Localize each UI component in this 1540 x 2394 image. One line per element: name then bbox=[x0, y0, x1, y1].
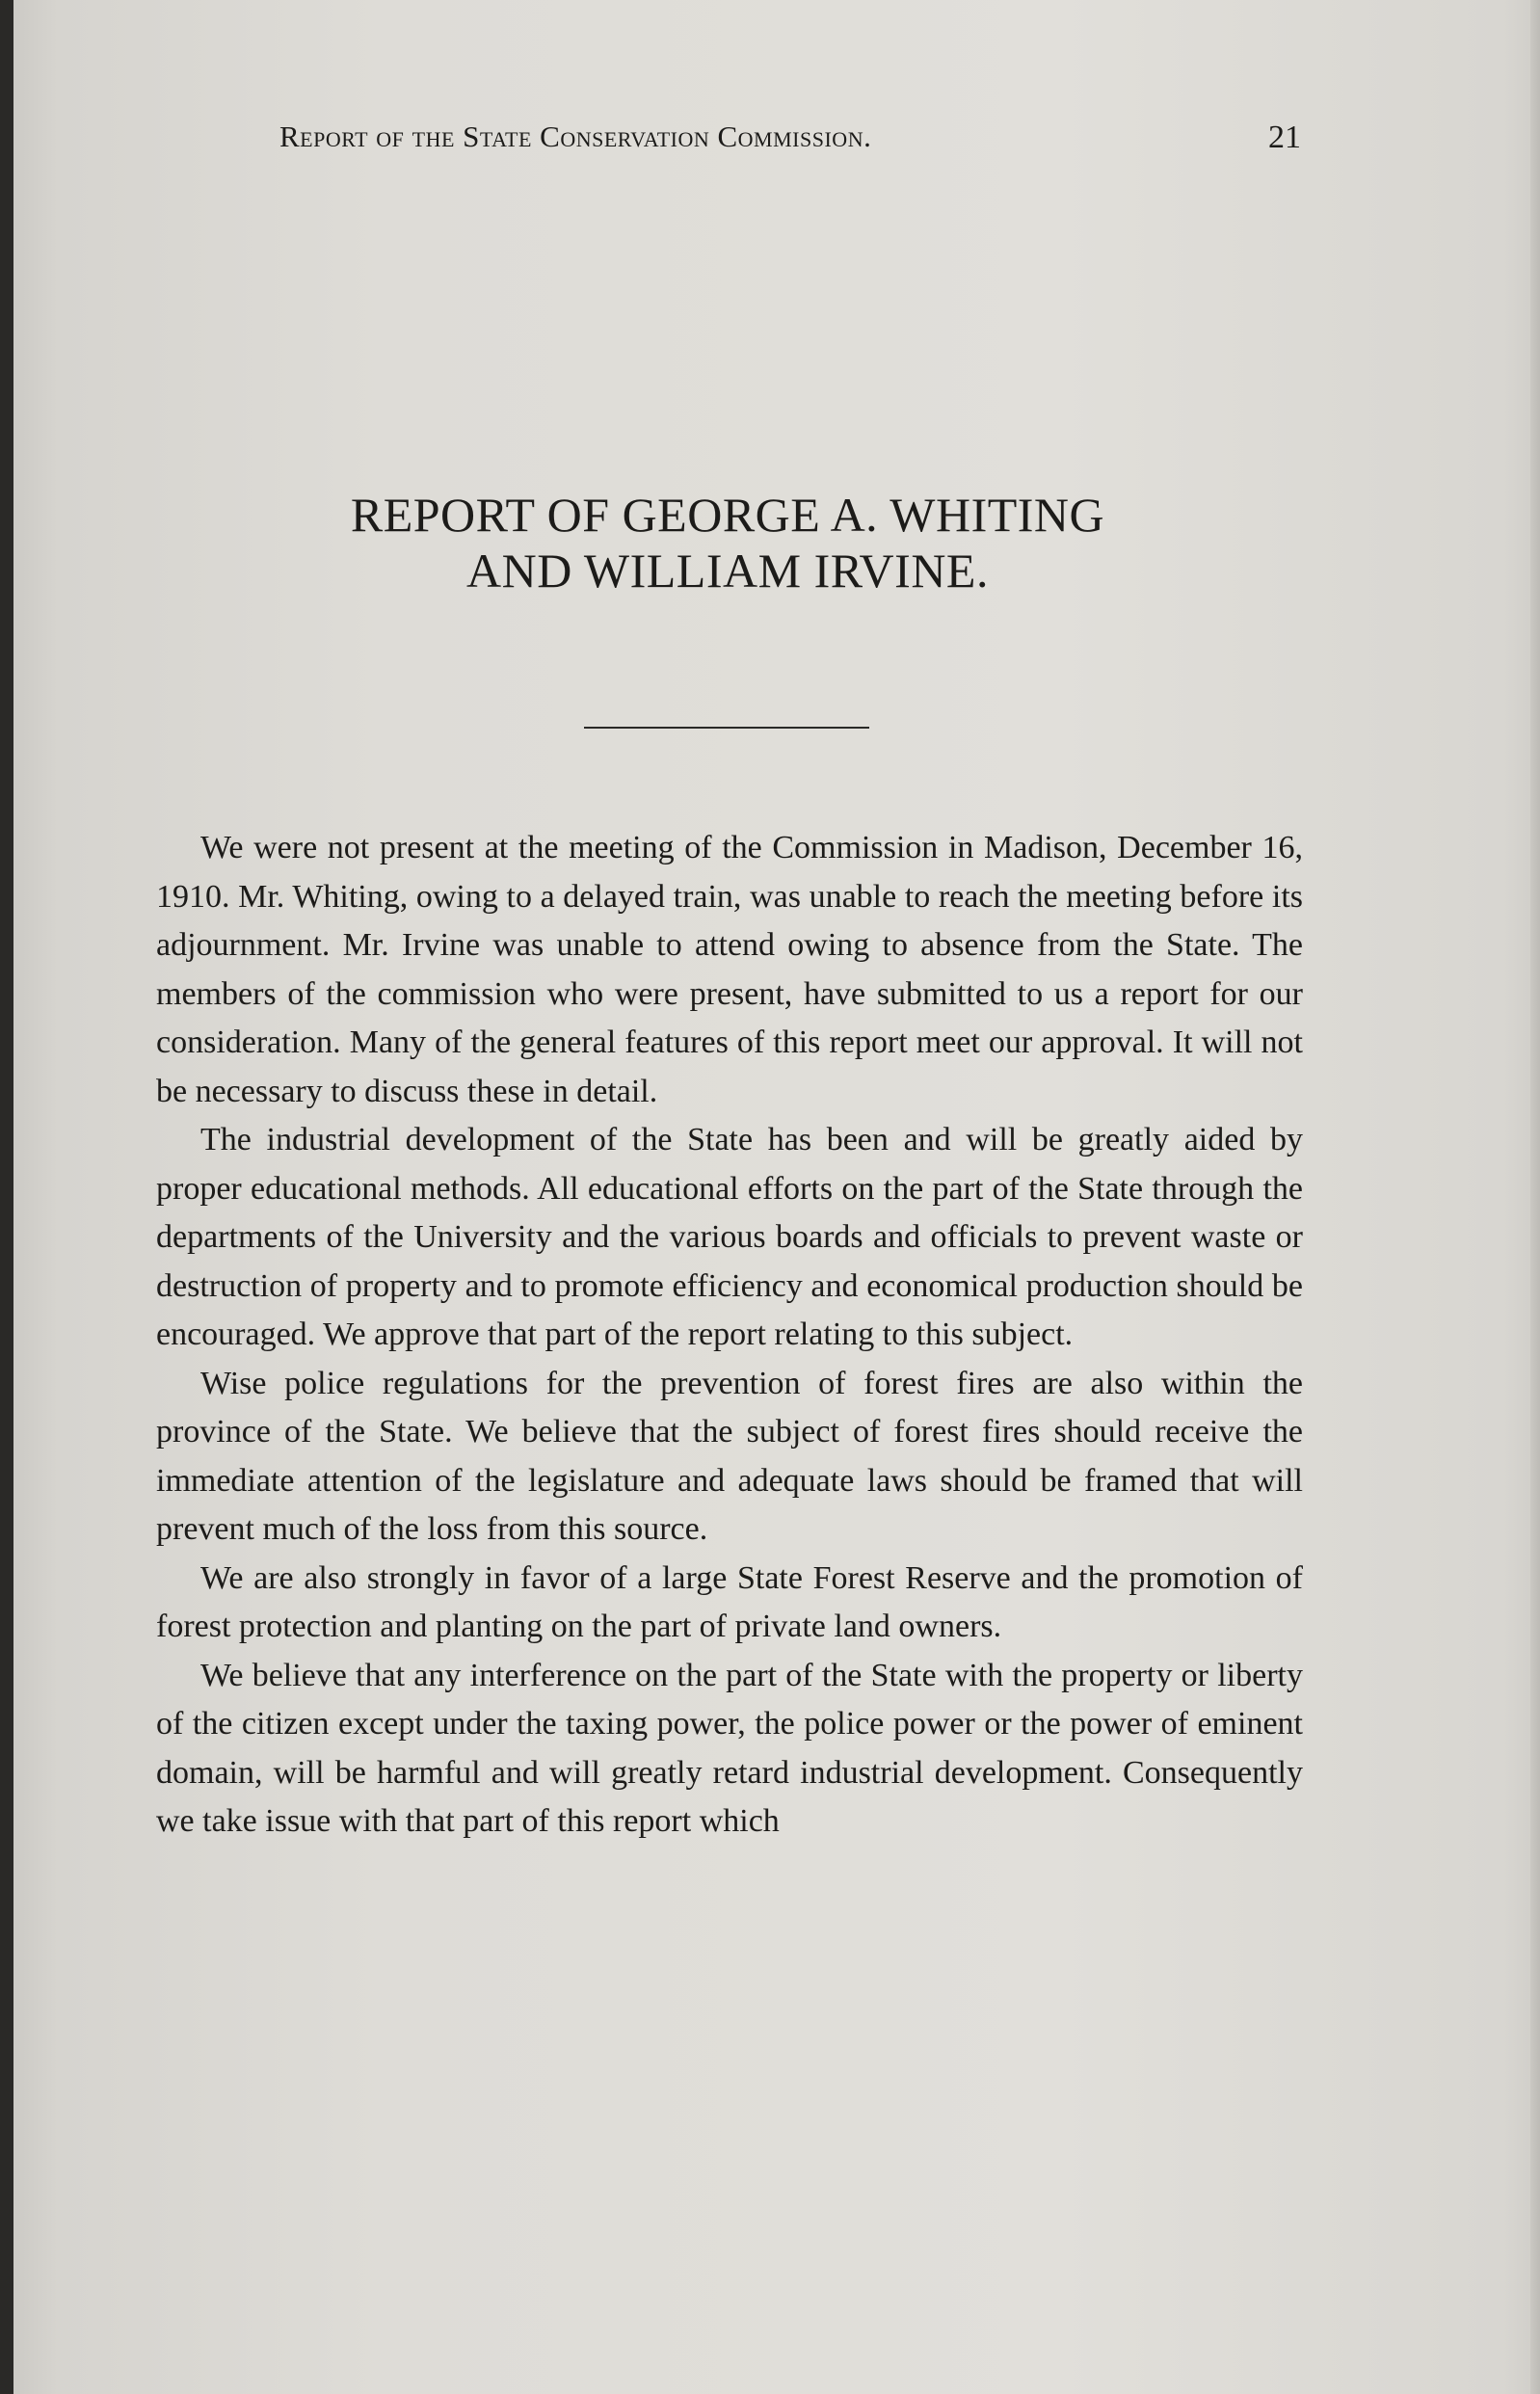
report-body bbox=[156, 824, 1303, 1847]
paragraph-5: We believe that any interference on the part of the State with the property or liberty of the citizen except under the taxing power, the police power or the power of eminent domain, will be harmful and will greatly retard industrial development. Consequently we take issue with that part of this report which bbox=[156, 1657, 1303, 1839]
page-number: 21 bbox=[1268, 120, 1301, 155]
report-title-line-1: REPORT OF GEORGE A. WHITING bbox=[350, 488, 1105, 542]
paragraph-3: Wise police regulations for the prevention of forest fires are also within the province of the State. We believe that the subject of forest fires should receive the immediate attention of the legislature and adequate laws should be framed that will prevent much of the loss from this source. bbox=[156, 1365, 1303, 1547]
running-head bbox=[154, 120, 1301, 168]
paragraph-1: We were not present at the meeting of the Commission in Madison, December 16, 1910. Mr. Whiting, owing to a delayed train, was unable to reach the meeting before its adjournment. Mr. Irvine was unable to attend owing to absence from the State. The members of the commission who were present, have submitted to us a report for our consideration. Many of the general features of this report meet our approval. It will not be necessary to discuss these in detail. bbox=[156, 830, 1303, 1109]
binding-edge bbox=[0, 0, 13, 2394]
page-edge bbox=[1530, 0, 1540, 2394]
report-title-line-2: AND WILLIAM IRVINE. bbox=[466, 544, 989, 598]
title-divider bbox=[584, 727, 869, 729]
running-head-title: Report of the State Conservation Commission. bbox=[279, 120, 872, 153]
report-title bbox=[154, 487, 1301, 598]
paragraph-2: The industrial development of the State has been and will be greatly aided by proper educational methods. All educational efforts on the part of the State through the departments of the University and the various boards and officials to prevent waste or destruction of property and to promote efficiency and economical production should be encouraged. We approve that part of the report relating to this subject. bbox=[156, 1122, 1303, 1352]
paragraph-4: We are also strongly in favor of a large State Forest Reserve and the promotion of forest protection and planting on the part of private land owners. bbox=[156, 1559, 1303, 1644]
